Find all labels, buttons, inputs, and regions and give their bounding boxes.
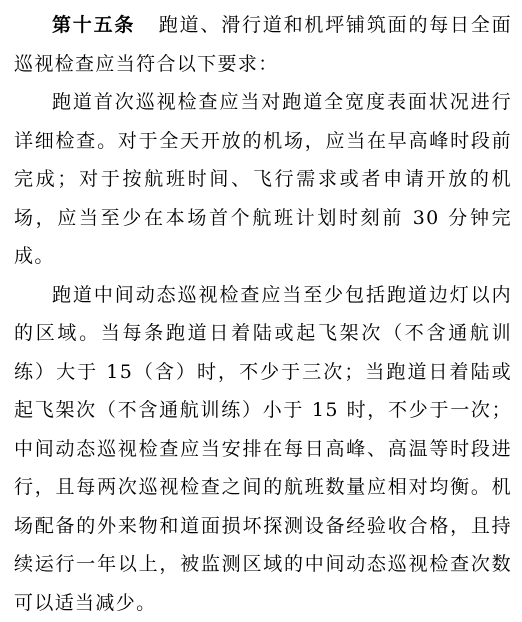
article-heading-text: 跑道、滑行道和机坪铺筑面的每日全面巡视检查应当符合以下要求：: [14, 14, 512, 75]
article-number: 第十五条: [52, 14, 135, 36]
article-15-heading-paragraph: [14, 6, 512, 83]
paragraph-dynamic-inspection: 跑道中间动态巡视检查应当至少包括跑道边灯以内的区域。当每条跑道日着陆或起飞架次（不含通航训练）大于 15（含）时，不少于三次；当跑道日着陆或起飞架次（不含通航训练）小于 15 时，不少于一次；中间动态巡视检查应当安排在每日高峰、高温等时段进行，且每两次巡视检查之间的航班数量应相对均衡。机场配备的外来物和道面损坏探测设备经验收合格，且持续运行一年以上，被监测区域的中间动态巡视检查次数可以适当减少。: [14, 276, 512, 622]
paragraph-first-inspection: 跑道首次巡视检查应当对跑道全宽度表面状况进行详细检查。对于全天开放的机场，应当在早高峰时段前完成；对于按航班时间、飞行需求或者申请开放的机场，应当至少在本场首个航班计划时刻前 30 分钟完成。: [14, 83, 512, 276]
